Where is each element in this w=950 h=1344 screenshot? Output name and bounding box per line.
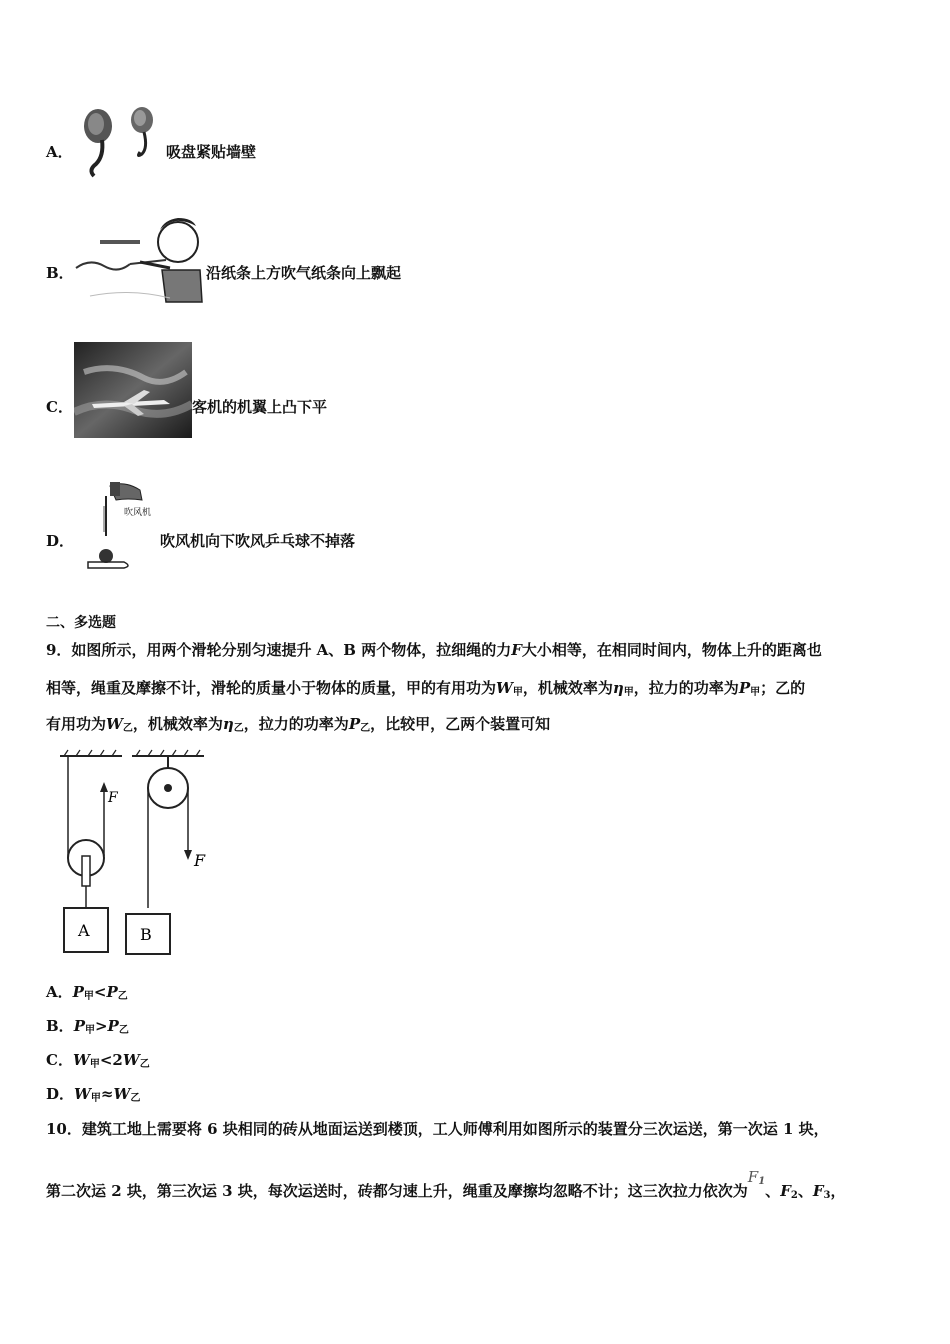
option-b-text: 沿纸条上方吹气纸条向上飘起	[206, 264, 402, 282]
q10-line1: 10．建筑工地上需要将 6 块相同的砖从地面运送到楼顶，工人师傅利用如图所示的装置分三次运送，第一次运 1 块，	[46, 1120, 829, 1138]
option-c-text: 客机的机翼上凸下平	[192, 398, 328, 416]
f1-symbol: $F_1$	[747, 1168, 766, 1187]
pulley-figure	[54, 748, 224, 958]
option-a-letter: A．	[46, 143, 73, 161]
q10-line2: 第二次运 2 块，第三次运 3 块，每次运送时，砖都匀速上升，绳重及摩擦均忽略不计；这三次拉力依次为$F_1$、$F_2$、$F_3$，	[46, 1168, 846, 1201]
boy-blowing-paper-icon	[70, 208, 206, 304]
q9-option-d[interactable]: D．$W_甲\approx W_乙$	[46, 1085, 141, 1104]
section-title: 二、多选题	[46, 615, 116, 631]
q9-line1: 9．如图所示，用两个滑轮分别匀速提升 A、B 两个物体，拉细绳的力F大小相等，在相同时间内，物体上升的距离也	[46, 641, 822, 659]
block-a-label: A	[78, 921, 90, 940]
force-label-left: F	[108, 790, 118, 806]
option-c-letter: C．	[46, 398, 73, 416]
hair-dryer-label: 吹风机	[124, 508, 152, 518]
hair-dryer-ball-icon	[84, 476, 156, 572]
option-a-text: 吸盘紧贴墙壁	[166, 143, 257, 161]
q9-option-c[interactable]: C．$W_甲<2W_乙$	[46, 1051, 150, 1070]
q9-option-a[interactable]: A．$P_甲<P_乙$	[46, 983, 128, 1002]
q9-option-b[interactable]: B．$P_甲>P_乙$	[46, 1017, 129, 1036]
airplane-photo	[74, 342, 192, 438]
option-d-letter: D．	[46, 532, 75, 550]
q9-line2: 相等，绳重及摩擦不计，滑轮的质量小于物体的质量，甲的有用功为$W_甲$，机械效率为$\eta_甲$，拉力的功率为$P_甲$；乙的	[46, 679, 806, 698]
q9-line3: 有用功为$W_乙$，机械效率为$\eta_乙$，拉力的功率为$P_乙$，比较甲，乙两个装置可知	[46, 715, 551, 734]
option-b-letter: B．	[46, 264, 74, 282]
option-d-text: 吹风机向下吹风乒乓球不掉落	[160, 532, 356, 550]
force-label-right: F	[194, 851, 206, 870]
suction-cup-hooks-icon	[78, 104, 164, 180]
block-b-label: B	[140, 925, 152, 944]
